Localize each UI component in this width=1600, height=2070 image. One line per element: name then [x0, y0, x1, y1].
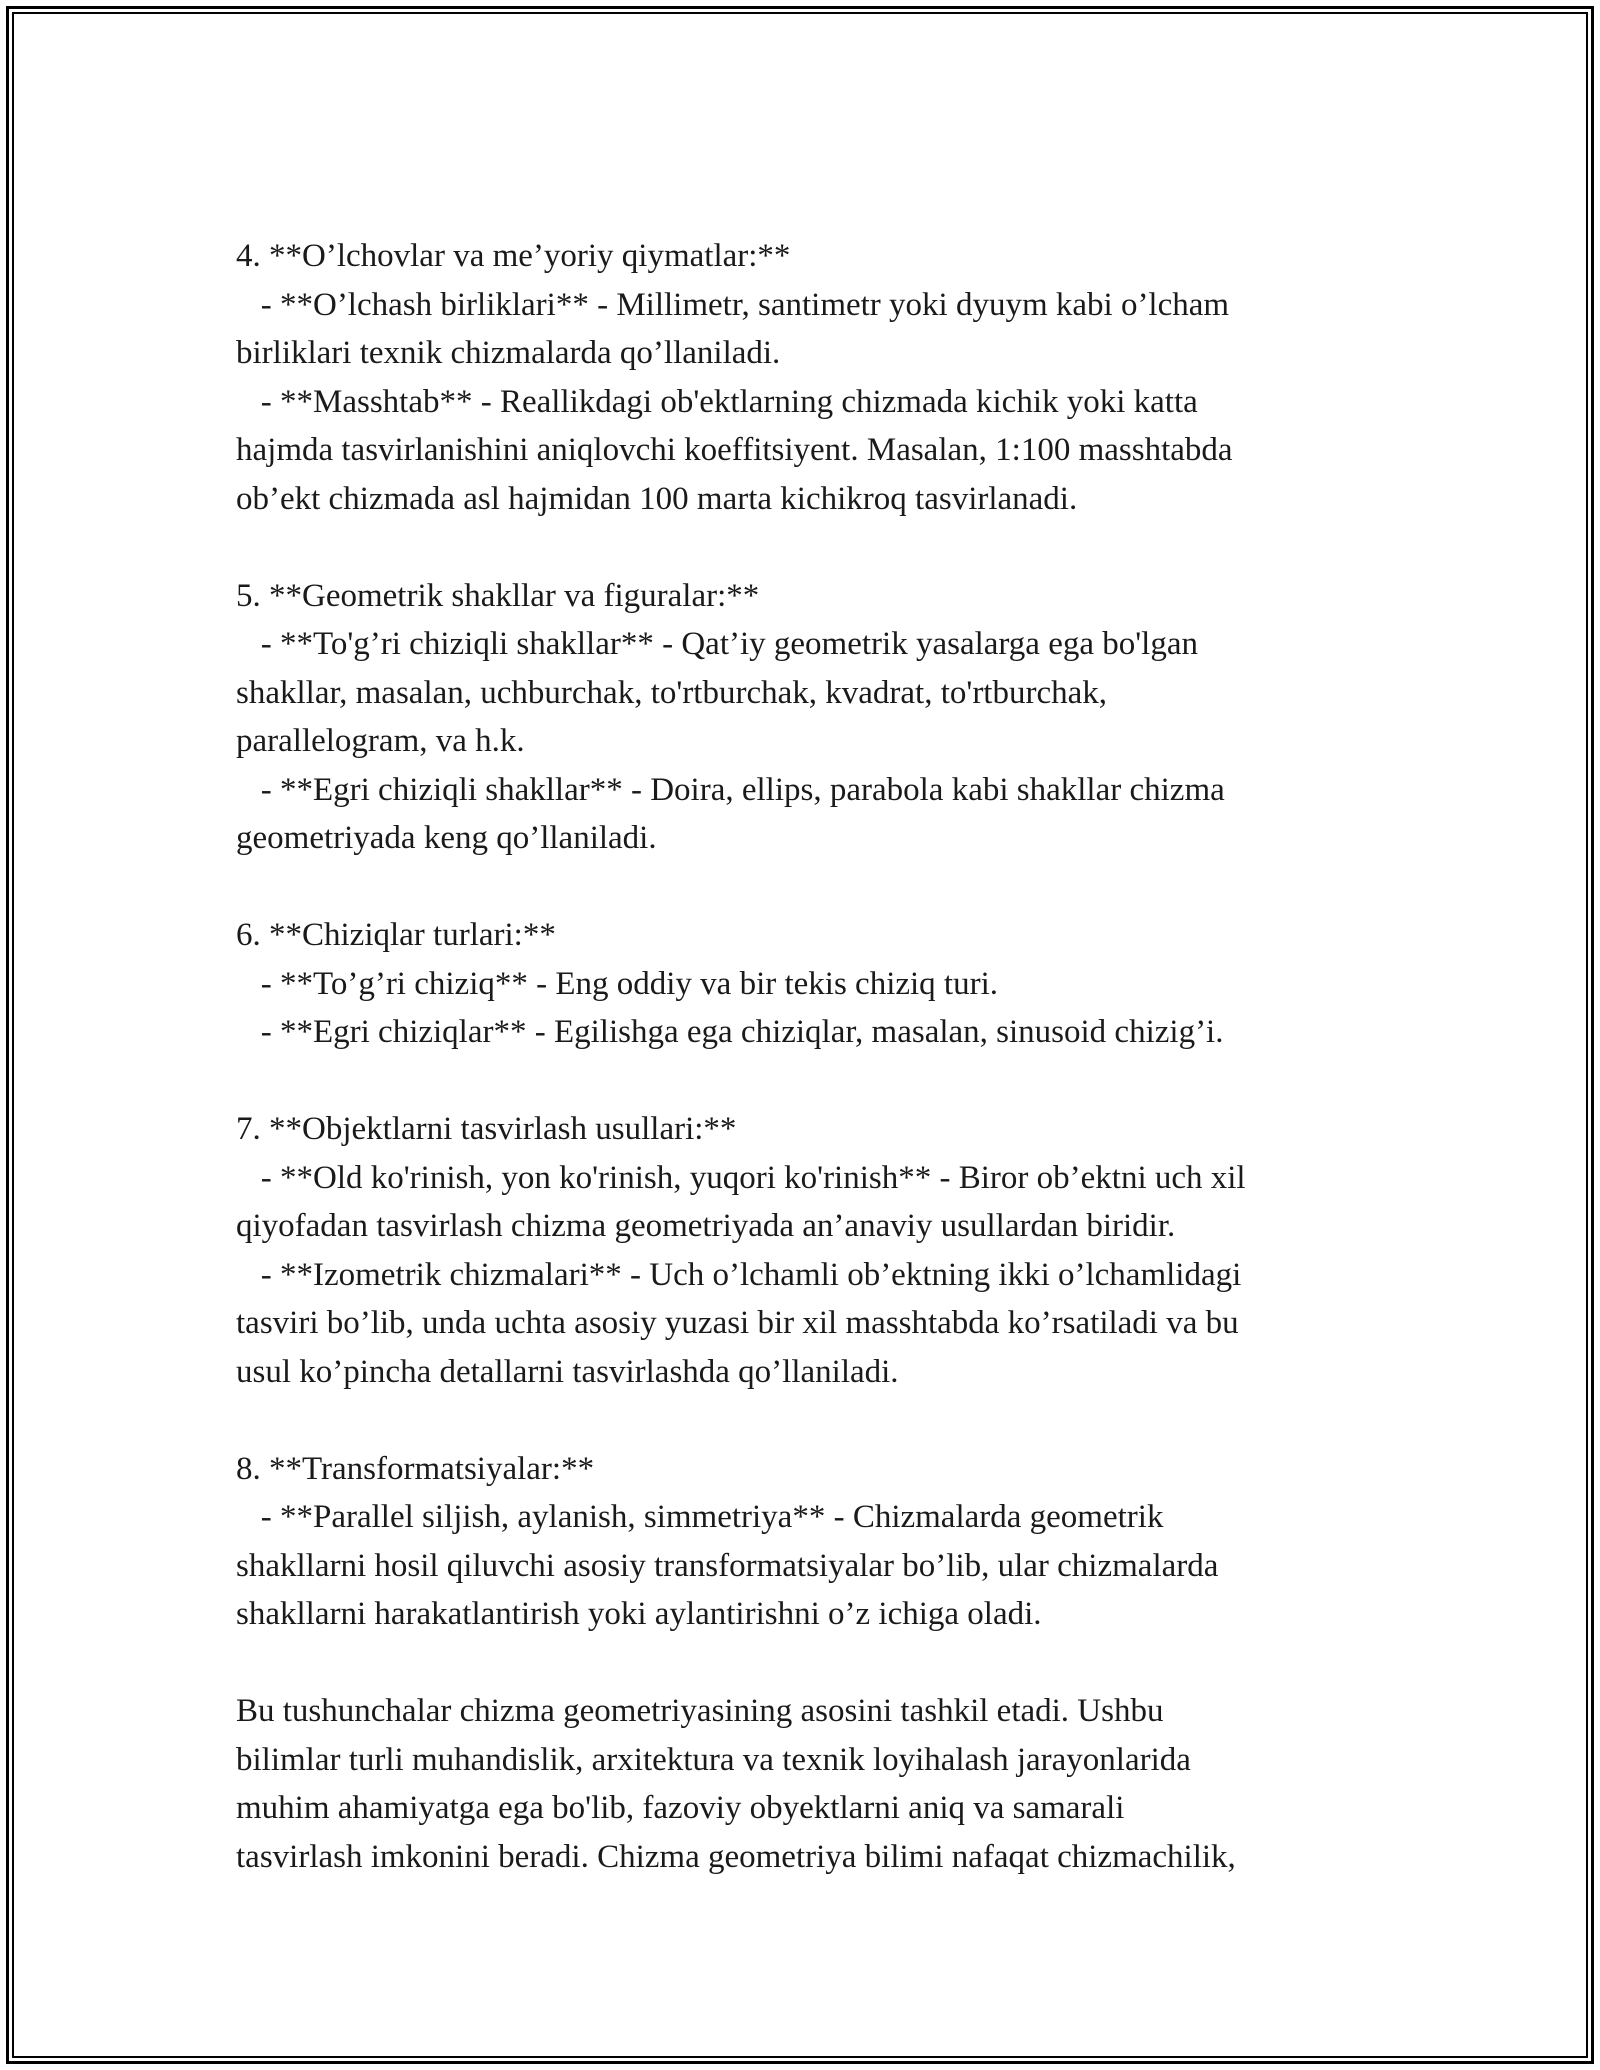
paragraph-gap — [236, 523, 1386, 572]
paragraph-gap — [236, 863, 1386, 912]
text-line: qiyofadan tasvirlash chizma geometriyada an’anaviy usullardan biridir. — [236, 1208, 1176, 1244]
text-line: - **Egri chiziqlar** - Egilishga ega chiziqlar, masalan, sinusoid chizig’i. — [236, 1014, 1224, 1050]
text-line: shakllar, masalan, uchburchak, to'rtburchak, kvadrat, to'rtburchak, — [236, 674, 1108, 711]
section-olchovlar — [236, 232, 1386, 523]
paragraph-gap — [236, 1639, 1386, 1688]
text-line: shakllarni harakatlantirish yoki aylantirishni o’z ichiga oladi. — [236, 1596, 1042, 1632]
section-heading: 6. **Chiziqlar turlari:** — [236, 917, 556, 953]
text-line: hajmda tasvirlanishini aniqlovchi koeffitsiyent. Masalan, 1:100 masshtabda — [236, 432, 1233, 468]
section-conclusion — [236, 1687, 1386, 1881]
paragraph-gap — [236, 1396, 1386, 1445]
document-body — [236, 232, 1386, 1881]
section-heading: 7. **Objektlarni tasvirlash usullari:** — [236, 1111, 737, 1147]
section-heading: 4. **O’lchovlar va me’yoriy qiymatlar:** — [236, 238, 791, 274]
text-line: tasvirlash imkonini beradi. Chizma geometriya bilimi nafaqat chizmachilik, — [236, 1838, 1236, 1875]
text-line: - **Izometrik chizmalari** - Uch o’lchamli ob’ektning ikki o’lchamlidagi — [236, 1256, 1242, 1293]
text-line: usul ko’pincha detallarni tasvirlashda qo’llaniladi. — [236, 1353, 899, 1390]
paragraph-gap — [236, 1057, 1386, 1106]
text-line: - **Old ko'rinish, yon ko'rinish, yuqori ko'rinish** - Biror ob’ektni uch xil — [236, 1159, 1246, 1196]
section-heading: 8. **Transformatsiyalar:** — [236, 1450, 595, 1487]
text-line: - **To'g’ri chiziqli shakllar** - Qat’iy geometrik yasalarga ega bo'lgan — [236, 626, 1198, 662]
text-line: tasviri bo’lib, unda uchta asosiy yuzasi bir xil masshtabda ko’rsatiladi va bu — [236, 1305, 1239, 1341]
text-line: Bu tushunchalar chizma geometriyasining asosini tashkil etadi. Ushbu — [236, 1693, 1164, 1729]
text-line: geometriyada keng qo’llaniladi. — [236, 820, 657, 856]
section-geometrik-shakllar — [236, 572, 1386, 863]
text-line: muhim ahamiyatga ega bo'lib, fazoviy obyektlarni aniq va samarali — [236, 1790, 1125, 1826]
section-tasvirlash-usullari — [236, 1105, 1386, 1396]
text-line: ob’ekt chizmada asl hajmidan 100 marta kichikroq tasvirlanadi. — [236, 480, 1078, 517]
text-line: - **O’lchash birliklari** - Millimetr, santimetr yoki dyuym kabi o’lcham — [236, 286, 1230, 323]
text-line: birliklari texnik chizmalarda qo’llaniladi. — [236, 335, 781, 371]
section-chiziqlar-turlari — [236, 911, 1386, 1057]
text-line: bilimlar turli muhandislik, arxitektura va texnik loyihalash jarayonlarida — [236, 1741, 1191, 1778]
section-transformatsiyalar — [236, 1445, 1386, 1639]
text-line: - **To’g’ri chiziq** - Eng oddiy va bir tekis chiziq turi. — [236, 965, 999, 1002]
text-line: - **Masshtab** - Reallikdagi ob'ektlarning chizmada kichik yoki katta — [236, 383, 1198, 420]
section-heading: 5. **Geometrik shakllar va figuralar:** — [236, 577, 760, 614]
text-line: - **Egri chiziqli shakllar** - Doira, ellips, parabola kabi shakllar chizma — [236, 771, 1225, 808]
text-line: - **Parallel siljish, aylanish, simmetriya** - Chizmalarda geometrik — [236, 1499, 1164, 1535]
text-line: shakllarni hosil qiluvchi asosiy transformatsiyalar bo’lib, ular chizmalarda — [236, 1547, 1219, 1584]
text-line: parallelogram, va h.k. — [236, 723, 525, 759]
